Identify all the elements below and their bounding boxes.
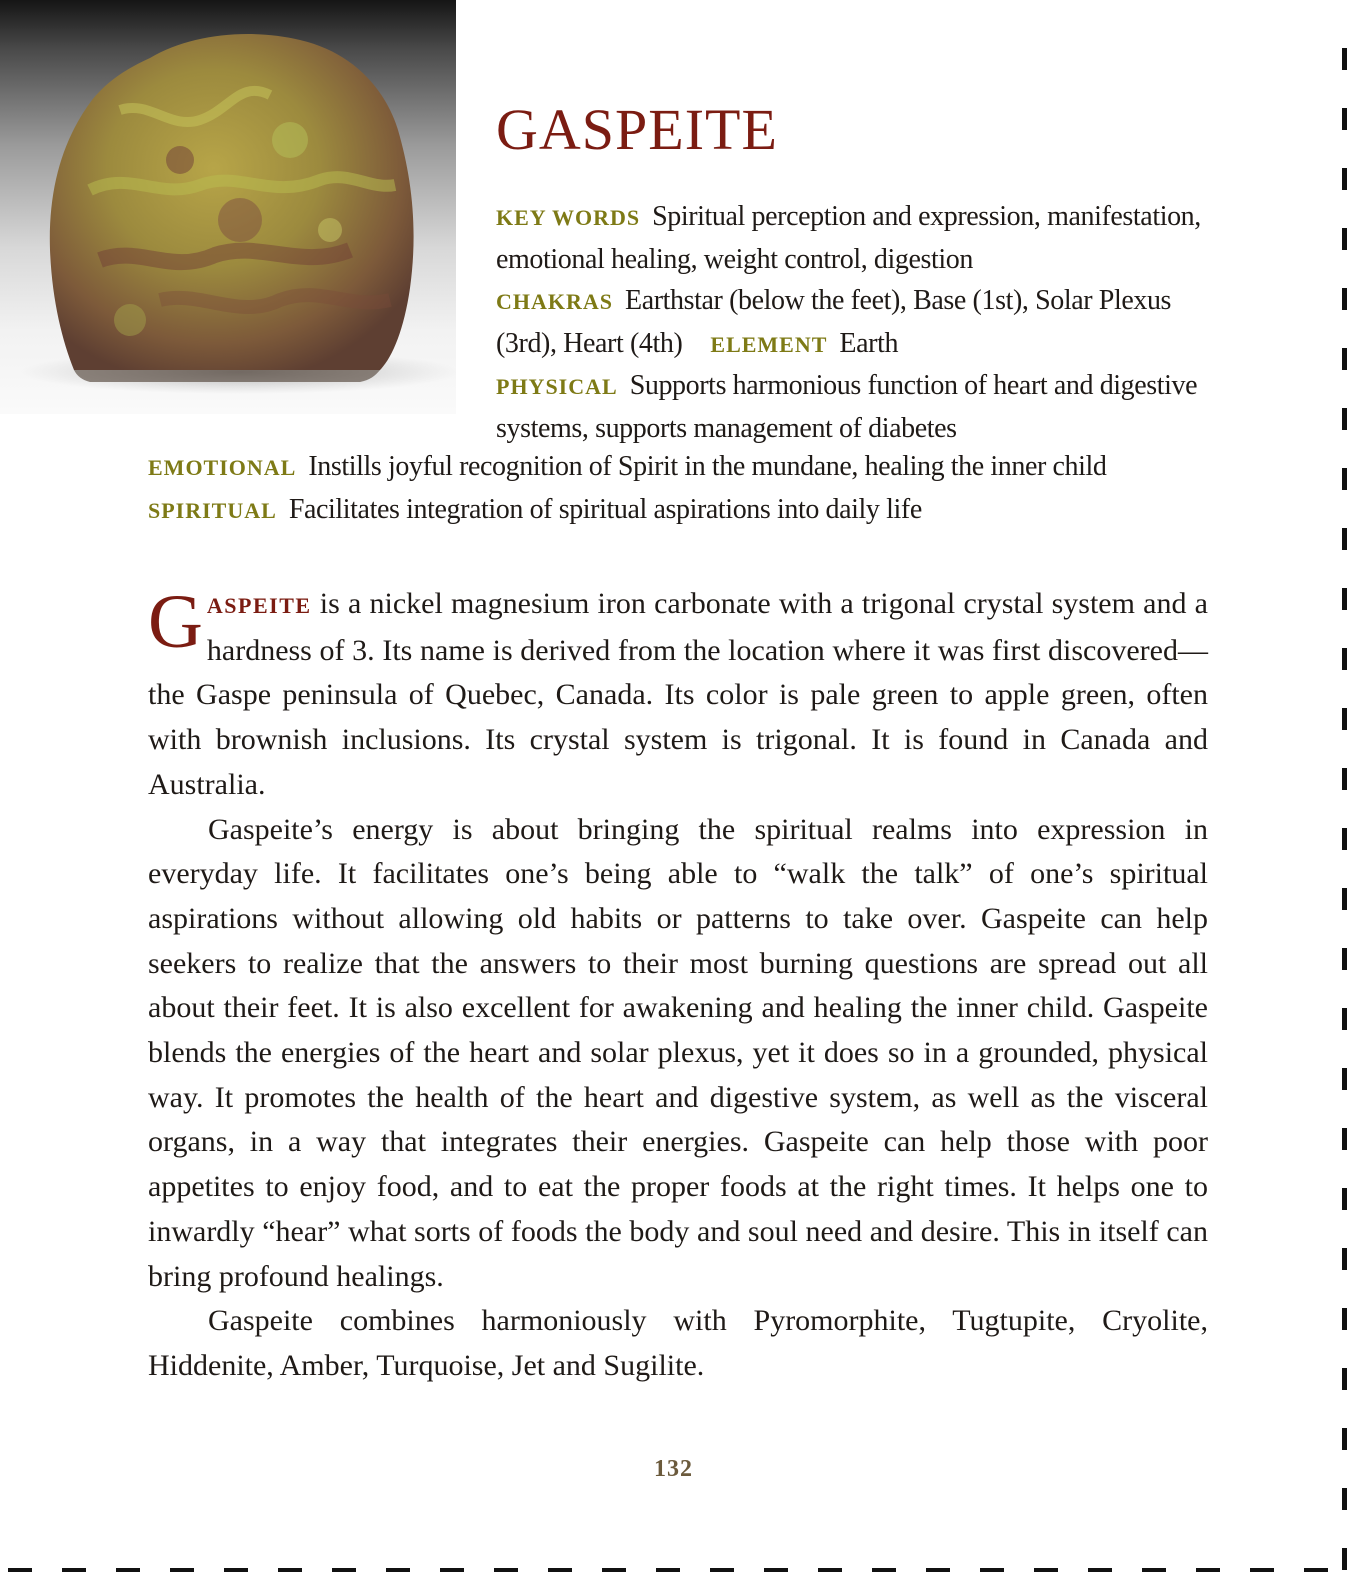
edge-mark [1250,1568,1274,1572]
edge-mark [1342,1068,1347,1090]
specs-block [496,196,1216,450]
edge-mark [494,1568,518,1572]
edge-mark [1342,228,1347,250]
gaspeite-photo [0,0,456,414]
body-text [148,582,1208,1389]
lead-word: ASPEITE [206,593,312,618]
edge-mark [1342,1128,1347,1150]
edge-mark [1342,588,1347,610]
paragraph-energy: Gaspeite’s energy is about bringing the spiritual realms into expression in everyday life. It facilitates one’s being able to “walk the talk” of one’s spiritual aspirations without allowing old habits or patterns to take over. Gaspeite can help seekers to realize that the answers to their most burning questions are spread out all about their feet. It is also excellent for awakening and healing the inner child. Gaspeite blends the energies of the heart and solar plexus, yet it does so in a grounded, physical way. It promotes the health of the heart and digestive system, as well as the visceral organs, in a way that integrates their energies. Gaspeite can help those with poor appetites to enjoy food, and to eat the proper foods at the right times. It helps one to inwardly “hear” what sorts of foods the body and soul need and desire. This in itself can bring profound healings. [148,812,1208,1293]
edge-mark [1142,1568,1166,1572]
edge-mark [1342,768,1347,790]
edge-mark [1342,1368,1347,1390]
edge-mark [1342,1188,1347,1210]
edge-mark [602,1568,626,1572]
page-number: 132 [654,1456,693,1482]
edge-mark [1342,408,1347,430]
edge-mark [1342,1008,1347,1030]
edge-mark [1342,108,1347,130]
emotional-label: EMOTIONAL [148,455,297,480]
edge-mark [1342,288,1347,310]
edge-mark [1342,528,1347,550]
edge-mark [926,1568,950,1572]
edge-mark [1342,948,1347,970]
edge-mark [710,1568,734,1572]
edge-mark [332,1568,356,1572]
edge-mark [170,1568,194,1572]
edge-mark [1342,48,1347,70]
edge-mark [440,1568,464,1572]
edge-mark [656,1568,680,1572]
paragraph-combinations: Gaspeite combines harmoniously with Pyromorphite, Tugtupite, Cryolite, Hiddenite, Amber, Turquoise, Jet and Sugilite. [148,1304,1208,1382]
crop-marks-right [1341,0,1347,1572]
chakras-label: CHAKRAS [496,289,614,315]
spiritual-text: Facilitates integration of spiritual aspirations into daily life [288,493,922,525]
edge-mark [1196,1568,1220,1572]
specs-block-wide [148,446,1208,531]
edge-mark [116,1568,140,1572]
edge-mark [1342,348,1347,370]
edge-mark [1342,1488,1347,1510]
physical-text: Supports harmonious function of heart and digestive systems, supports management of diabetes [496,370,1198,444]
element-text: Earth [839,327,899,359]
edge-mark [818,1568,842,1572]
edge-mark [1088,1568,1112,1572]
element-label: ELEMENT [710,331,828,357]
edge-mark [1304,1568,1328,1572]
edge-mark [278,1568,302,1572]
edge-mark [1034,1568,1058,1572]
paragraph-intro-text: is a nickel magnesium iron carbonate with a trigonal crystal system and a hardness of 3. Its name is derived from the location where it was first discovered—the Gaspe peninsula of Quebec, Canada. Its color is pale green to apple green, often with brownish inclusions. Its crystal system is trigonal. It is found in Canada and Australia. [148,587,1209,801]
crop-marks-bottom [0,1564,1347,1572]
edge-mark [1342,168,1347,190]
edge-mark [386,1568,410,1572]
edge-mark [62,1568,86,1572]
paragraph-intro [148,582,1208,808]
edge-mark [1342,1428,1347,1450]
edge-mark [8,1568,32,1572]
edge-mark [1342,708,1347,730]
edge-mark [1342,468,1347,490]
edge-mark [1342,1248,1347,1270]
chakras-text: Earthstar (below the feet), Base (1st), Solar Plexus (3rd), Heart (4th) [496,285,1172,359]
edge-mark [224,1568,248,1572]
keywords-text: Spiritual perception and expression, manifestation, emotional healing, weight control, digestion [496,201,1201,275]
drop-cap: G [148,580,203,664]
emotional-text: Instills joyful recognition of Spirit in the mundane, healing the inner child [308,451,1107,482]
edge-mark [548,1568,572,1572]
keywords-label: KEY WORDS [496,205,641,230]
edge-mark [1342,828,1347,850]
page-title: GASPEITE [496,97,778,162]
spiritual-label: SPIRITUAL [148,497,277,523]
edge-mark [1342,1308,1347,1330]
edge-mark [1342,648,1347,670]
edge-mark [872,1568,896,1572]
edge-mark [1342,888,1347,910]
edge-mark [980,1568,1004,1572]
edge-mark [764,1568,788,1572]
physical-label: PHYSICAL [496,374,618,400]
